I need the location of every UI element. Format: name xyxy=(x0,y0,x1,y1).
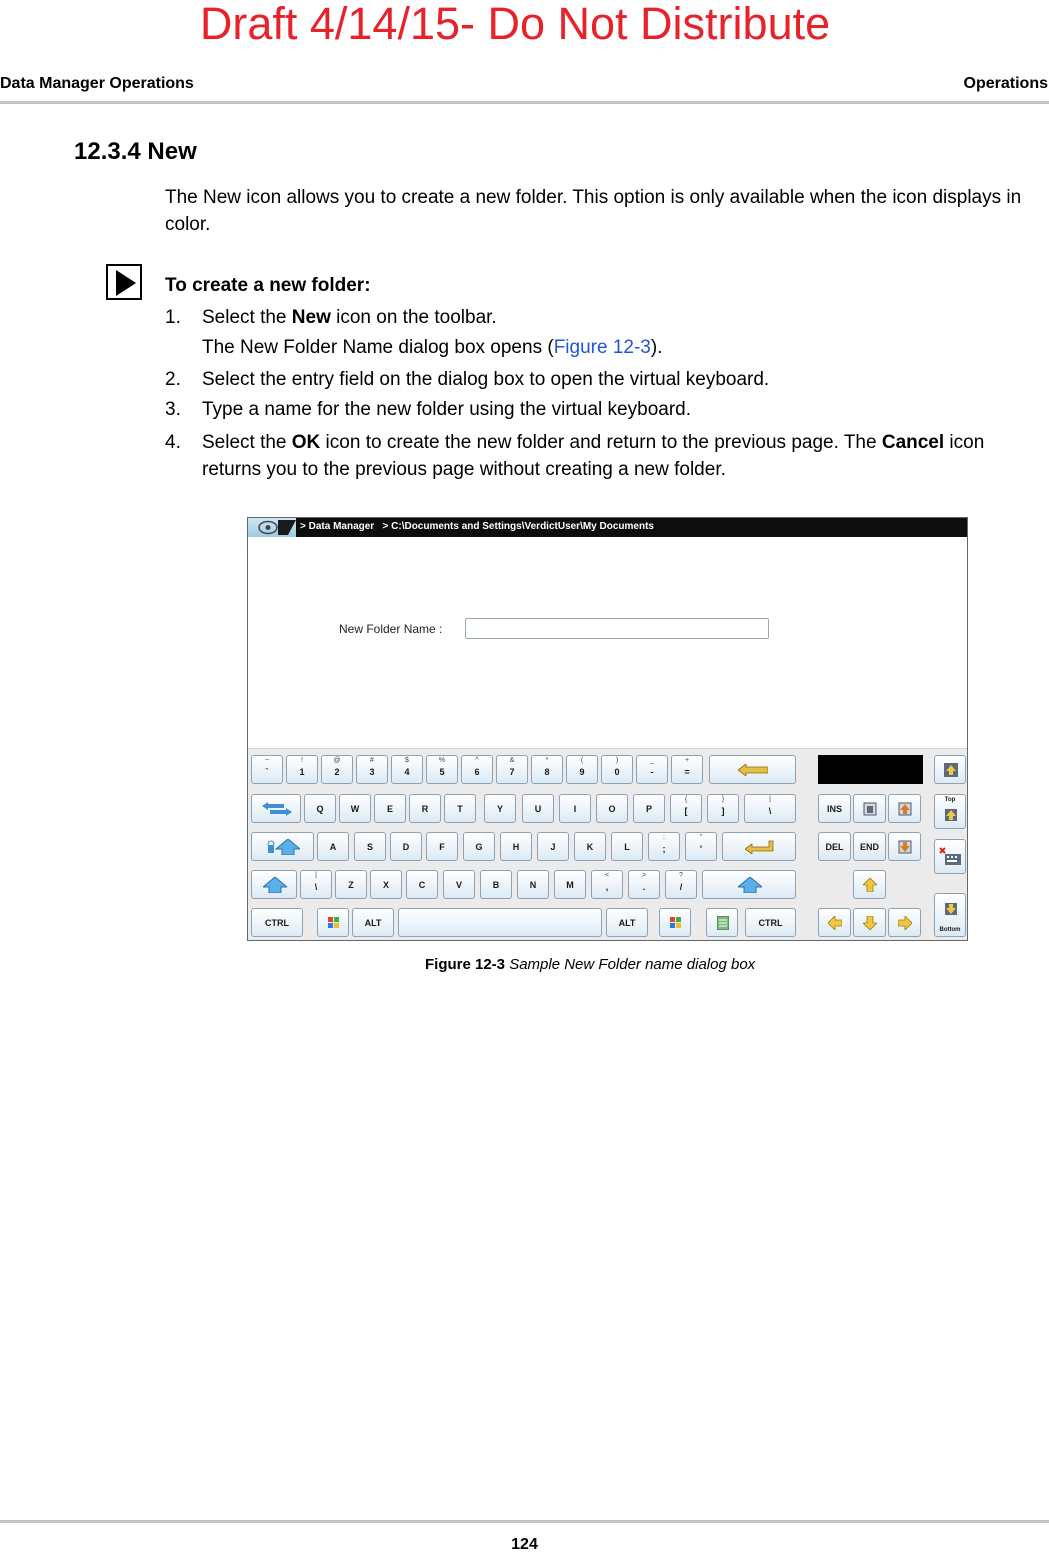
key[interactable]: > . xyxy=(628,870,660,899)
key[interactable]: D xyxy=(390,832,422,861)
key[interactable]: I xyxy=(559,794,591,823)
key[interactable]: V xyxy=(443,870,475,899)
caps-lock-icon xyxy=(266,839,300,855)
delete-key[interactable]: DEL xyxy=(818,832,851,861)
key[interactable]: S xyxy=(354,832,386,861)
intro-paragraph: The New icon allows you to create a new folder. This option is only available when the icon displays in color. xyxy=(165,187,1022,235)
key[interactable]: W xyxy=(339,794,371,823)
key[interactable]: N xyxy=(517,870,549,899)
arrow-down-page-key[interactable] xyxy=(888,832,921,861)
arrow-left-key[interactable] xyxy=(818,908,851,937)
windows-right-key[interactable] xyxy=(659,908,691,937)
key[interactable]: | \ xyxy=(744,794,796,823)
step-1-text: Select the New icon on the toolbar. xyxy=(202,307,497,328)
bottom-key[interactable]: Bottom xyxy=(934,893,966,937)
key[interactable]: K xyxy=(574,832,606,861)
new-folder-name-label: New Folder Name : xyxy=(339,622,443,636)
shift-left-key[interactable] xyxy=(251,870,297,899)
virtual-keyboard xyxy=(248,748,967,941)
figure-link[interactable]: Figure 12-3 xyxy=(553,337,651,358)
key[interactable]: H xyxy=(500,832,532,861)
key[interactable]: + = xyxy=(671,755,703,784)
key[interactable]: ! 1 xyxy=(286,755,318,784)
space-key[interactable] xyxy=(398,908,602,937)
arrow-up-icon xyxy=(863,878,877,892)
step-number: 4. xyxy=(165,432,181,453)
breadcrumb-path: > Data Manager > C:\Documents and Settings\VerdictUser\My Documents xyxy=(300,521,654,532)
backspace-key[interactable] xyxy=(709,755,796,784)
shift-right-key[interactable] xyxy=(702,870,796,899)
key[interactable]: U xyxy=(522,794,554,823)
key[interactable]: X xyxy=(370,870,402,899)
shift-arrow-icon xyxy=(738,877,762,893)
footer-rule xyxy=(0,1520,1049,1523)
key[interactable]: J xyxy=(537,832,569,861)
key[interactable]: O xyxy=(596,794,628,823)
tab-key[interactable] xyxy=(251,794,301,823)
key[interactable]: Y xyxy=(484,794,516,823)
windows-logo-icon xyxy=(669,916,683,930)
key[interactable]: A xyxy=(317,832,349,861)
draft-watermark: Draft 4/14/15- Do Not Distribute xyxy=(199,0,831,49)
new-folder-name-input[interactable] xyxy=(465,618,769,639)
step-number: 1. xyxy=(165,307,181,328)
home-key[interactable] xyxy=(853,794,886,823)
backspace-arrow-icon xyxy=(738,764,768,776)
key[interactable]: ( 9 xyxy=(566,755,598,784)
header-rule xyxy=(0,101,1049,104)
step-number: 3. xyxy=(165,399,181,420)
key[interactable]: Z xyxy=(335,870,367,899)
context-menu-icon xyxy=(717,916,729,930)
key[interactable]: @ 2 xyxy=(321,755,353,784)
ctrl-right-key[interactable]: CTRL xyxy=(745,908,796,937)
page-up-icon[interactable] xyxy=(934,755,966,784)
arrow-up-page-key[interactable] xyxy=(888,794,921,823)
arrow-right-key[interactable] xyxy=(888,908,921,937)
caps-lock-key[interactable] xyxy=(251,832,314,861)
enter-key[interactable] xyxy=(722,832,796,861)
ctrl-left-key[interactable]: CTRL xyxy=(251,908,303,937)
key[interactable]: B xyxy=(480,870,512,899)
procedure-title: To create a new folder: xyxy=(165,275,371,296)
key[interactable]: L xyxy=(611,832,643,861)
windows-left-key[interactable] xyxy=(317,908,349,937)
page-number: 124 xyxy=(511,1536,538,1553)
key[interactable]: $ 4 xyxy=(391,755,423,784)
key[interactable]: G xyxy=(463,832,495,861)
top-key[interactable]: Top xyxy=(934,794,966,829)
arrow-up-key[interactable] xyxy=(853,870,886,899)
arrow-down-icon xyxy=(863,916,877,930)
close-keyboard-icon xyxy=(939,847,963,867)
insert-key[interactable]: INS xyxy=(818,794,851,823)
step-2-text: Select the entry field on the dialog box to open the virtual keyboard. xyxy=(202,369,770,390)
arrow-left-icon xyxy=(828,916,842,930)
procedure-arrow-icon xyxy=(106,264,142,300)
arrow-down-key[interactable] xyxy=(853,908,886,937)
alt-left-key[interactable]: ALT xyxy=(352,908,394,937)
step-3-text: Type a name for the new folder using the virtual keyboard. xyxy=(202,399,691,420)
alt-right-key[interactable]: ALT xyxy=(606,908,648,937)
step-1-result: The New Folder Name dialog box opens (Figure 12-3). xyxy=(202,337,663,358)
key[interactable]: C xyxy=(406,870,438,899)
section-title: 12.3.4 New xyxy=(74,138,197,165)
app-logo-icon xyxy=(248,518,296,537)
key[interactable]: R xyxy=(409,794,441,823)
key[interactable]: ) 0 xyxy=(601,755,633,784)
arrow-down-icon xyxy=(898,840,912,854)
key[interactable]: | \ xyxy=(300,870,332,899)
bottom-icon xyxy=(944,902,958,916)
windows-logo-icon xyxy=(327,916,341,930)
key[interactable]: P xyxy=(633,794,665,823)
key[interactable]: { [ xyxy=(670,794,702,823)
key[interactable]: } ] xyxy=(707,794,739,823)
key[interactable]: ? / xyxy=(665,870,697,899)
home-icon xyxy=(863,802,877,816)
menu-key[interactable] xyxy=(706,908,738,937)
enter-arrow-icon xyxy=(745,840,775,854)
key[interactable]: E xyxy=(374,794,406,823)
top-icon xyxy=(944,808,958,822)
key[interactable]: Q xyxy=(304,794,336,823)
key[interactable]: * 8 xyxy=(531,755,563,784)
key[interactable]: " ' xyxy=(685,832,717,861)
tab-arrows-icon xyxy=(262,802,292,816)
key[interactable]: # 3 xyxy=(356,755,388,784)
key[interactable]: T xyxy=(444,794,476,823)
key[interactable]: _ - xyxy=(636,755,668,784)
step-number: 2. xyxy=(165,369,181,390)
title-bar xyxy=(248,518,967,537)
arrow-up-icon xyxy=(898,802,912,816)
key[interactable]: < , xyxy=(591,870,623,899)
running-header-left: Data Manager Operations xyxy=(0,75,194,92)
step-4-text: Select the OK icon to create the new folder and return to the previous page. The Cancel icon returns you to the previous page without creating a new folder. xyxy=(202,432,985,480)
key[interactable]: M xyxy=(554,870,586,899)
key[interactable]: ^ 6 xyxy=(461,755,493,784)
key[interactable]: F xyxy=(426,832,458,861)
key[interactable]: : ; xyxy=(648,832,680,861)
new-folder-dialog-screenshot xyxy=(247,517,968,941)
shift-arrow-icon xyxy=(263,877,287,893)
running-header-right: Operations xyxy=(963,75,1048,92)
figure-caption: Figure 12-3 Sample New Folder name dialog box xyxy=(425,956,756,973)
key[interactable]: ~ ` xyxy=(251,755,283,784)
key[interactable]: & 7 xyxy=(496,755,528,784)
key[interactable]: % 5 xyxy=(426,755,458,784)
end-key[interactable]: END xyxy=(853,832,886,861)
arrow-right-icon xyxy=(898,916,912,930)
close-keyboard-key[interactable] xyxy=(934,839,966,874)
keyboard-display xyxy=(818,755,923,784)
